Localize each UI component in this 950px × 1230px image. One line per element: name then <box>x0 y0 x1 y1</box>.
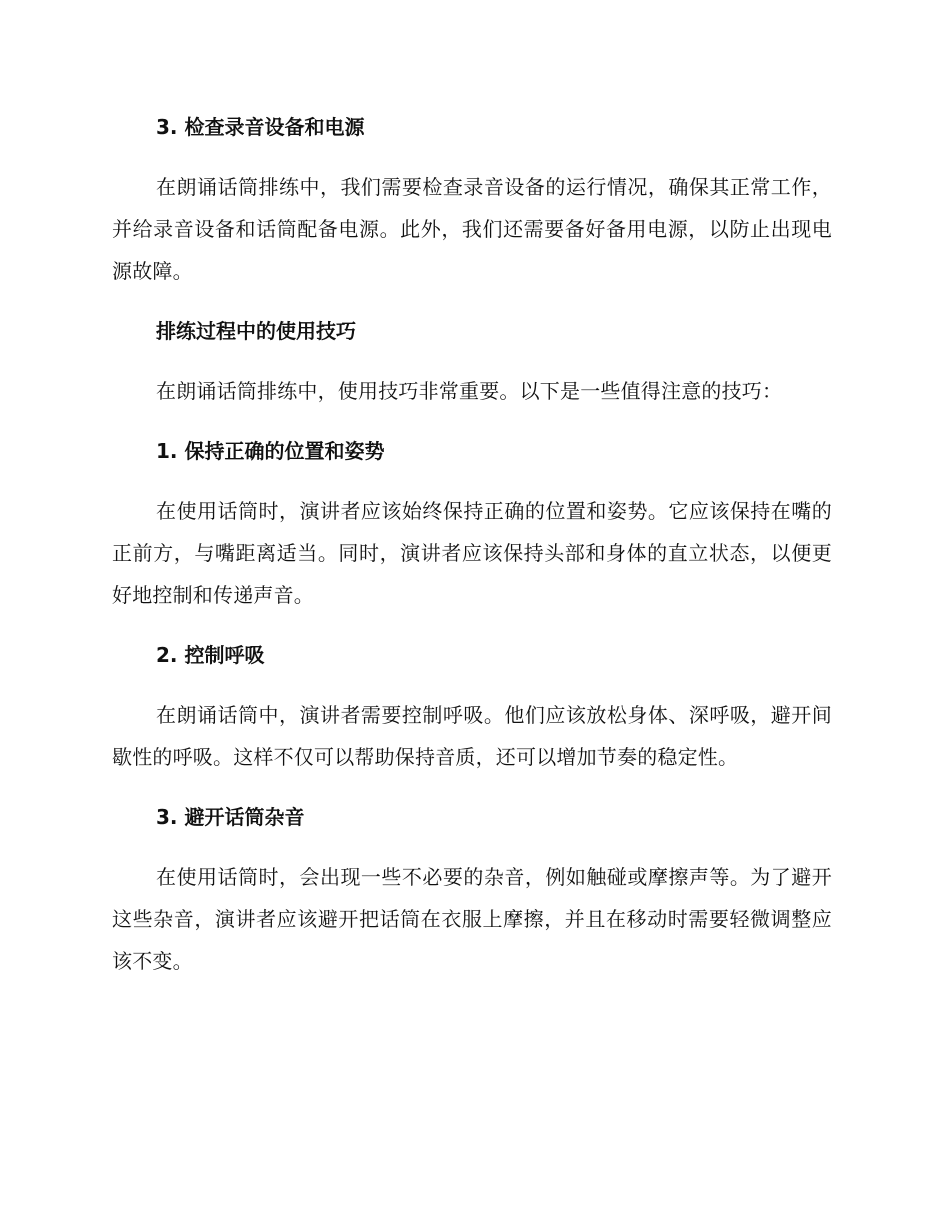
section-heading-position-posture: 1. 保持正确的位置和姿势 <box>156 439 385 463</box>
section-paragraph-usage-tips: 在朗诵话筒排练中，使用技巧非常重要。以下是一些值得注意的技巧： <box>156 379 783 403</box>
section-heading-usage-tips: 排练过程中的使用技巧 <box>156 319 356 343</box>
section-paragraph-avoid-noise: 在使用话筒时，会出现一些不必要的杂音，例如触碰或摩擦声等。为了避开这些杂音，演讲者应该避开把话筒在衣服上摩擦，并且在移动时需要轻微调整应该不变。 <box>112 865 832 973</box>
section-paragraph-check-equipment: 在朗诵话筒排练中，我们需要检查录音设备的运行情况，确保其正常工作，并给录音设备和话筒配备电源。此外，我们还需要备好备用电源，以防止出现电源故障。 <box>112 175 832 283</box>
section-heading-breathing: 2. 控制呼吸 <box>156 643 265 667</box>
section-paragraph-breathing: 在朗诵话筒中，演讲者需要控制呼吸。他们应该放松身体、深呼吸，避开间歇性的呼吸。这样不仅可以帮助保持音质，还可以增加节奏的稳定性。 <box>112 703 832 769</box>
document-body <box>112 108 832 1002</box>
section-paragraph-position-posture: 在使用话筒时，演讲者应该始终保持正确的位置和姿势。它应该保持在嘴的正前方，与嘴距离适当。同时，演讲者应该保持头部和身体的直立状态，以便更好地控制和传递声音。 <box>112 499 832 607</box>
section-heading-avoid-noise: 3. 避开话筒杂音 <box>156 805 305 829</box>
section-heading-check-equipment: 3. 检查录音设备和电源 <box>156 115 365 139</box>
